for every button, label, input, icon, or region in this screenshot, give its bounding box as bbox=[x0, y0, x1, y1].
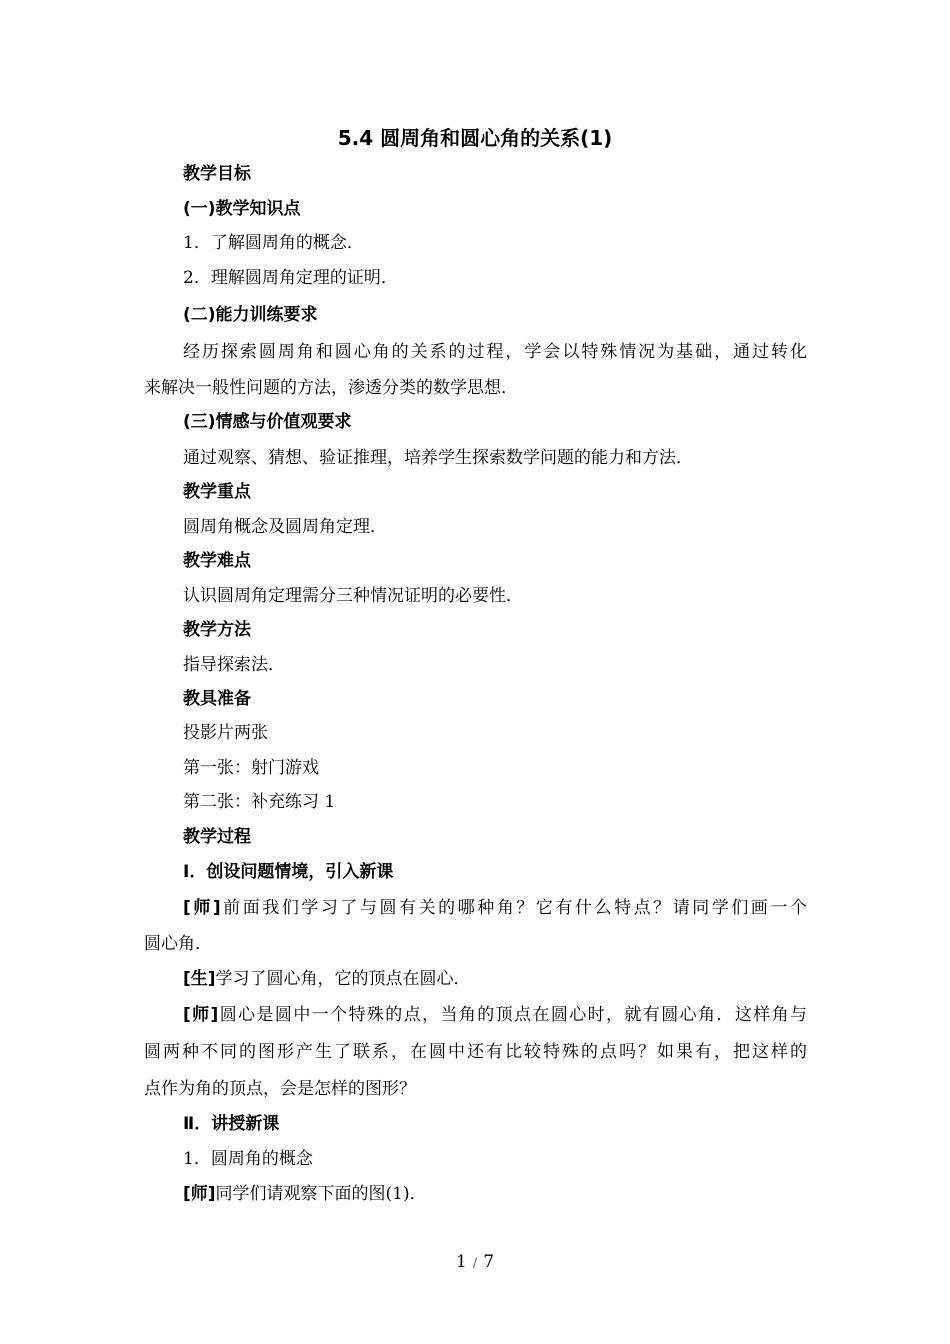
page-number bbox=[0, 1250, 950, 1276]
part-2-item: 1．圆周角的概念 bbox=[183, 1149, 313, 1169]
ability-text: 经历探索圆周角和圆心角的关系的过程，学会以特殊情况为基础，通过转化 bbox=[183, 342, 807, 362]
heading-knowledge: (一)教学知识点 bbox=[183, 199, 301, 219]
paragraph-text: 同学们请观察下面的图(1)． bbox=[215, 1184, 427, 1204]
knowledge-item: 2．理解圆周角定理的证明． bbox=[183, 268, 398, 288]
speaker-tag-teacher: [师] bbox=[183, 1005, 219, 1025]
difficulties-text: 认识圆周角定理需分三种情况证明的必要性． bbox=[183, 586, 523, 606]
speaker-tag-teacher: [师] bbox=[183, 1184, 216, 1204]
speaker-tag-teacher: [师] bbox=[183, 898, 221, 918]
teacher-paragraph bbox=[183, 1003, 807, 1027]
heading-method: 教学方法 bbox=[183, 620, 251, 640]
paragraph-text-cont: 点作为角的顶点，会是怎样的图形？ bbox=[144, 1079, 416, 1099]
tools-item: 第二张：补充练习 1 bbox=[183, 792, 336, 812]
teacher-paragraph bbox=[183, 896, 807, 920]
total-pages: 7 bbox=[483, 1252, 495, 1272]
tools-item: 投影片两张 bbox=[183, 723, 268, 743]
heading-tools: 教具准备 bbox=[183, 689, 251, 709]
paragraph-text: 学习了圆心角，它的顶点在圆心． bbox=[215, 969, 471, 989]
paragraph-text-cont: 圆心角． bbox=[144, 934, 212, 954]
heading-key-points: 教学重点 bbox=[183, 482, 251, 502]
heading-goals: 教学目标 bbox=[183, 164, 251, 184]
method-text: 指导探索法． bbox=[183, 655, 285, 675]
heading-process: 教学过程 bbox=[183, 827, 251, 847]
student-paragraph bbox=[183, 967, 471, 991]
current-page: 1 bbox=[455, 1252, 467, 1272]
emotion-text: 通过观察、猜想、验证推理，培养学生探索数学问题的能力和方法． bbox=[183, 448, 693, 468]
tools-item: 第一张：射门游戏 bbox=[183, 758, 319, 778]
heading-ability: (二)能力训练要求 bbox=[183, 305, 318, 325]
document-title: 5.4 圆周角和圆心角的关系(1) bbox=[337, 126, 613, 150]
heading-emotion: (三)情感与价值观要求 bbox=[183, 412, 352, 432]
heading-part-2: Ⅱ．讲授新课 bbox=[183, 1114, 280, 1134]
ability-text-cont: 来解决一般性问题的方法，渗透分类的数学思想． bbox=[144, 378, 518, 398]
paragraph-text: 前面我们学习了与圆有关的哪种角？它有什么特点？请同学们画一个 bbox=[220, 898, 808, 918]
knowledge-item: 1．了解圆周角的概念． bbox=[183, 233, 364, 253]
teacher-paragraph bbox=[183, 1182, 427, 1206]
key-points-text: 圆周角概念及圆周角定理． bbox=[183, 517, 387, 537]
heading-part-1: Ⅰ．创设问题情境，引入新课 bbox=[183, 862, 394, 882]
page-separator: / bbox=[472, 1256, 478, 1271]
heading-difficulties: 教学难点 bbox=[183, 551, 251, 571]
speaker-tag-student: [生] bbox=[183, 969, 216, 989]
paragraph-text-cont: 圆两种不同的图形产生了联系，在圆中还有比较特殊的点吗？如果有，把这样的 bbox=[144, 1042, 807, 1062]
paragraph-text: 圆心是圆中一个特殊的点，当角的顶点在圆心时，就有圆心角．这样角与 bbox=[218, 1005, 808, 1025]
